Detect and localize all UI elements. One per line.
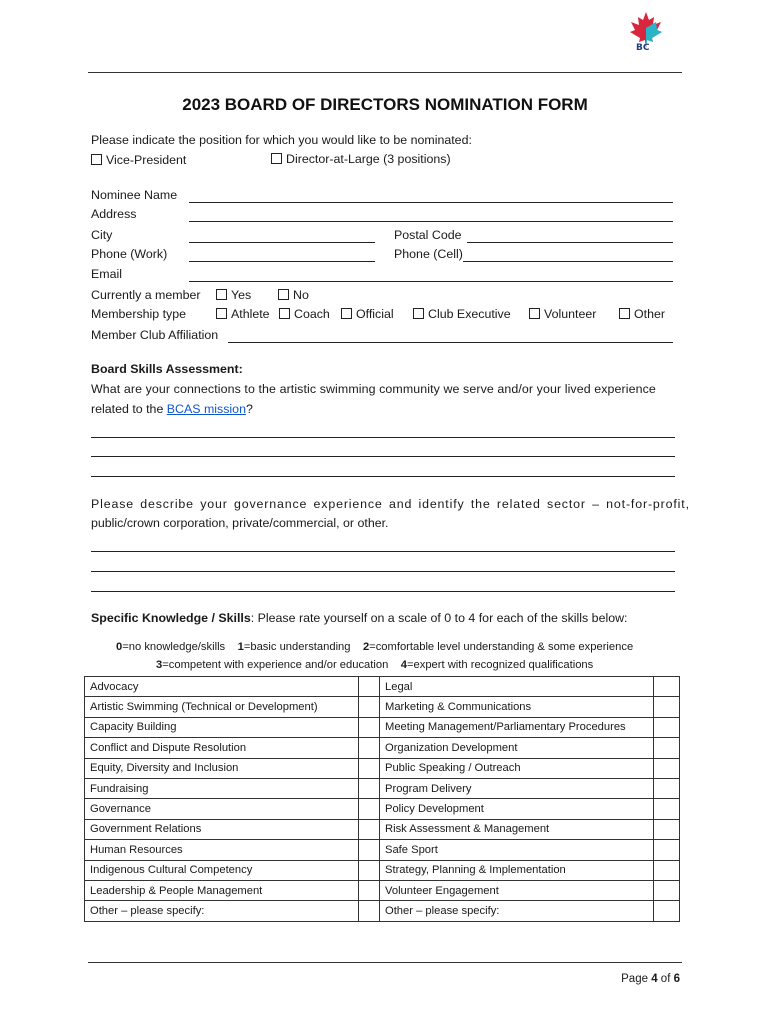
checkbox-icon[interactable]: [279, 308, 290, 319]
phone-cell-field[interactable]: [463, 261, 673, 262]
table-row: [85, 880, 680, 900]
skill-label: Safe Sport: [380, 840, 654, 860]
membership-other-option[interactable]: Other: [619, 307, 665, 321]
phone-work-field[interactable]: [189, 261, 375, 262]
header-divider: [88, 72, 682, 73]
skill-label: Equity, Diversity and Inclusion: [85, 758, 359, 778]
skill-rating-cell[interactable]: [359, 717, 380, 737]
membership-coach-option[interactable]: Coach: [279, 307, 330, 321]
skill-label: Capacity Building: [85, 717, 359, 737]
nominee-name-field[interactable]: [189, 202, 673, 203]
city-field[interactable]: [189, 242, 375, 243]
checkbox-icon[interactable]: [91, 154, 102, 165]
skill-rating-cell[interactable]: [654, 677, 680, 697]
skill-rating-cell[interactable]: [359, 799, 380, 819]
membership-athlete-option[interactable]: Athlete: [216, 307, 270, 321]
rating-scale-line2: 3=competent with experience and/or education 4=expert with recognized qualifications: [156, 659, 594, 671]
rating-scale-line1: 0=no knowledge/skills 1=basic understanding 2=comfortable level understanding & some experience: [116, 641, 634, 653]
table-row: [85, 799, 680, 819]
address-label: Address: [91, 207, 137, 221]
answer-line-1[interactable]: [91, 437, 675, 438]
skills-table: [84, 676, 680, 922]
skill-rating-cell[interactable]: [359, 860, 380, 880]
knowledge-instruction: Specific Knowledge / Skills: Please rate yourself on a scale of 0 to 4 for each of the skills below:: [91, 611, 628, 625]
club-affiliation-field[interactable]: [228, 342, 673, 343]
page-number: Page 4 of 6: [621, 973, 680, 985]
skill-rating-cell[interactable]: [359, 840, 380, 860]
table-row: [85, 778, 680, 798]
skill-label: Human Resources: [85, 840, 359, 860]
skill-rating-cell[interactable]: [359, 880, 380, 900]
address-field[interactable]: [189, 221, 673, 222]
phone-cell-label: Phone (Cell): [394, 247, 463, 261]
club-affiliation-label: Member Club Affiliation: [91, 328, 219, 342]
skill-label: Other – please specify:: [85, 901, 359, 921]
skill-label: Volunteer Engagement: [380, 880, 654, 900]
skill-rating-cell[interactable]: [359, 901, 380, 921]
phone-work-label: Phone (Work): [91, 247, 168, 261]
skill-label: Governance: [85, 799, 359, 819]
postal-code-field[interactable]: [467, 242, 673, 243]
checkbox-icon[interactable]: [341, 308, 352, 319]
skill-label: Strategy, Planning & Implementation: [380, 860, 654, 880]
skill-rating-cell[interactable]: [359, 738, 380, 758]
board-skills-question: What are your connections to the artistic swimming community we serve and/or your lived experience: [91, 382, 656, 396]
checkbox-icon[interactable]: [529, 308, 540, 319]
checkbox-icon[interactable]: [271, 153, 282, 164]
table-row: [85, 840, 680, 860]
table-row: [85, 677, 680, 697]
email-field[interactable]: [189, 281, 673, 282]
skill-rating-cell[interactable]: [654, 778, 680, 798]
city-label: City: [91, 228, 113, 242]
bcas-mission-link[interactable]: BCAS mission: [166, 402, 246, 416]
governance-question-line2: public/crown corporation, private/commercial, or other.: [91, 516, 389, 530]
checkbox-icon[interactable]: [413, 308, 424, 319]
skill-rating-cell[interactable]: [654, 860, 680, 880]
logo-text: BC: [636, 43, 650, 53]
table-row: [85, 738, 680, 758]
skill-label: Conflict and Dispute Resolution: [85, 738, 359, 758]
skill-label: Leadership & People Management: [85, 880, 359, 900]
skill-label: Government Relations: [85, 819, 359, 839]
skill-label: Legal: [380, 677, 654, 697]
skill-label: Other – please specify:: [380, 901, 654, 921]
table-row: [85, 819, 680, 839]
skill-rating-cell[interactable]: [654, 901, 680, 921]
answer-line-3[interactable]: [91, 476, 675, 477]
skill-rating-cell[interactable]: [654, 717, 680, 737]
board-skills-heading: Board Skills Assessment:: [91, 362, 243, 376]
governance-answer-line-3[interactable]: [91, 591, 675, 592]
skill-label: Meeting Management/Parliamentary Procedures: [380, 717, 654, 737]
email-label: Email: [91, 267, 122, 281]
skill-rating-cell[interactable]: [654, 819, 680, 839]
option-vice-president[interactable]: Vice-President: [91, 153, 186, 167]
skill-rating-cell[interactable]: [654, 738, 680, 758]
membership-type-label: Membership type: [91, 307, 187, 321]
membership-club-executive-option[interactable]: Club Executive: [413, 307, 511, 321]
nominee-name-label: Nominee Name: [91, 188, 178, 202]
skill-label: Program Delivery: [380, 778, 654, 798]
skill-label: Marketing & Communications: [380, 697, 654, 717]
table-row: [85, 901, 680, 921]
table-row: [85, 758, 680, 778]
checkbox-icon[interactable]: [619, 308, 630, 319]
skill-rating-cell[interactable]: [654, 799, 680, 819]
skill-label: Indigenous Cultural Competency: [85, 860, 359, 880]
membership-volunteer-option[interactable]: Volunteer: [529, 307, 596, 321]
skill-label: Advocacy: [85, 677, 359, 697]
skill-rating-cell[interactable]: [359, 758, 380, 778]
skill-label: Artistic Swimming (Technical or Development): [85, 697, 359, 717]
position-prompt: Please indicate the position for which you would like to be nominated:: [91, 133, 472, 147]
table-row: [85, 717, 680, 737]
member-yes-option[interactable]: Yes: [216, 288, 251, 302]
member-no-option[interactable]: No: [278, 288, 309, 302]
skill-label: Public Speaking / Outreach: [380, 758, 654, 778]
page-title: 2023 BOARD OF DIRECTORS NOMINATION FORM: [182, 95, 588, 114]
skill-label: Fundraising: [85, 778, 359, 798]
skill-rating-cell[interactable]: [654, 758, 680, 778]
answer-line-2[interactable]: [91, 456, 675, 457]
board-skills-question-line2: related to the BCAS mission?: [91, 402, 253, 416]
skill-rating-cell[interactable]: [359, 697, 380, 717]
postal-code-label: Postal Code: [394, 228, 462, 242]
governance-answer-line-2[interactable]: [91, 571, 675, 572]
skill-rating-cell[interactable]: [654, 840, 680, 860]
option-director-at-large[interactable]: Director-at-Large (3 positions): [271, 152, 451, 166]
skill-rating-cell[interactable]: [654, 697, 680, 717]
skill-label: Policy Development: [380, 799, 654, 819]
skill-label: Risk Assessment & Management: [380, 819, 654, 839]
table-row: [85, 697, 680, 717]
governance-answer-line-1[interactable]: [91, 551, 675, 552]
skill-rating-cell[interactable]: [359, 778, 380, 798]
checkbox-icon[interactable]: [216, 308, 227, 319]
governance-question: Please describe your governance experience and identify the related sector – not-for-profit,: [91, 497, 690, 511]
footer-divider: [88, 962, 682, 963]
skill-rating-cell[interactable]: [359, 819, 380, 839]
membership-official-option[interactable]: Official: [341, 307, 394, 321]
currently-member-label: Currently a member: [91, 288, 201, 302]
skill-label: Organization Development: [380, 738, 654, 758]
checkbox-icon[interactable]: [278, 289, 289, 300]
checkbox-icon[interactable]: [216, 289, 227, 300]
skill-rating-cell[interactable]: [359, 677, 380, 697]
table-row: [85, 860, 680, 880]
skill-rating-cell[interactable]: [654, 880, 680, 900]
